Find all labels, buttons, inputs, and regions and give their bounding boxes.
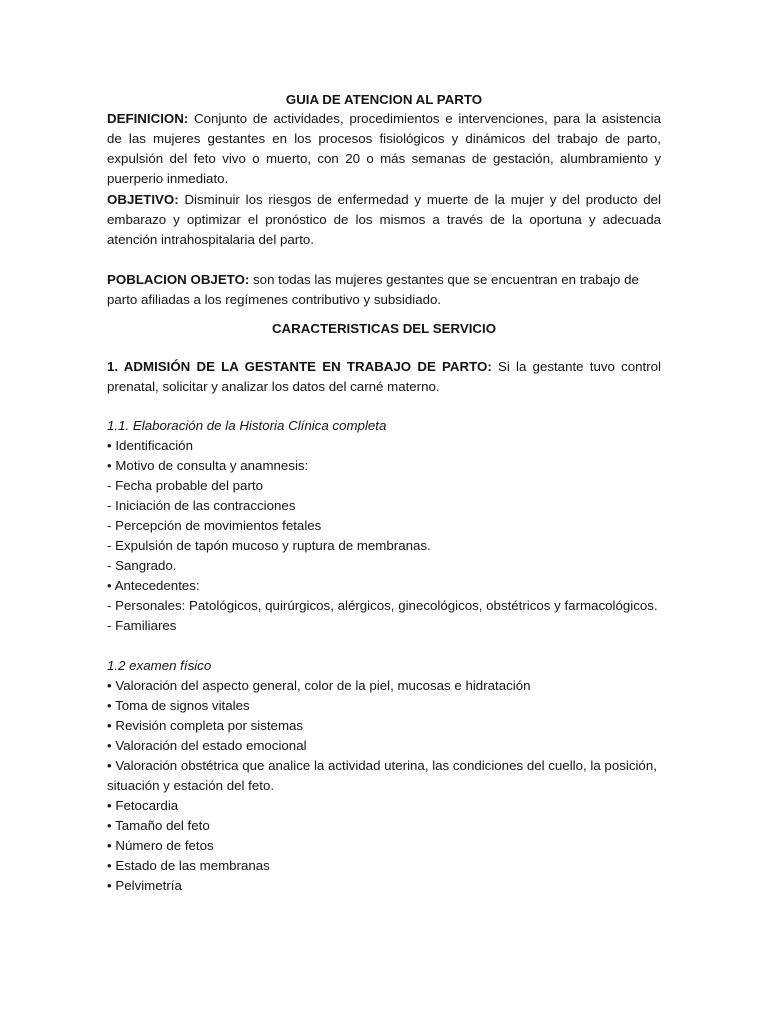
list-item: • Revisión completa por sistemas	[107, 718, 304, 733]
list-item: - Iniciación de las contracciones	[107, 498, 296, 513]
list-item: - Expulsión de tapón mucoso y ruptura de membranas.	[107, 538, 431, 553]
poblacion-label: POBLACION OBJETO:	[107, 272, 250, 287]
list-item: • Número de fetos	[107, 838, 214, 853]
objetivo-label: OBJETIVO:	[107, 192, 179, 207]
admision-text: Si la gestante tuvo control prenatal, solicitar y analizar los datos del carné materno.	[107, 359, 662, 394]
list-item: - Familiares	[107, 618, 177, 633]
list-item: • Identificación	[107, 438, 193, 453]
poblacion-text: son todas las mujeres gestantes que se encuentran en trabajo de parto afiliadas a los regímenes contributivo y subsidiado.	[107, 272, 639, 307]
list-item: - Personales: Patológicos, quirúrgicos, alérgicos, ginecológicos, obstétricos y farmacológicos.	[107, 598, 658, 613]
list-item: - Fecha probable del parto	[107, 478, 263, 493]
list-item: • Valoración del estado emocional	[107, 738, 307, 753]
poblacion-paragraph	[107, 270, 661, 310]
list-item: - Percepción de movimientos fetales	[107, 518, 322, 533]
definicion-text: Conjunto de actividades, procedimientos e intervenciones, para la asistencia de las mujeres gestantes en los procesos fisiológicos y dinámicos del trabajo de parto, expulsión del feto vivo o muerto, con 20 o más semanas de gestación, alumbramiento y puerperio inmediato.	[107, 111, 661, 186]
list-item: • Antecedentes:	[107, 578, 200, 593]
admision-paragraph	[107, 357, 661, 397]
list-item: • Tamaño del feto	[107, 818, 210, 833]
definicion-label: DEFINICION:	[107, 111, 189, 126]
list-item: • Estado de las membranas	[107, 858, 270, 873]
list-item: • Motivo de consulta y anamnesis:	[107, 458, 309, 473]
admision-label: 1. ADMISIÓN DE LA GESTANTE EN TRABAJO DE PARTO:	[107, 359, 492, 374]
list-item: - Sangrado.	[107, 558, 177, 573]
list-item: • Valoración obstétrica que analice la actividad uterina, las condiciones del cuello, la posición,	[107, 758, 657, 773]
list-item: • Valoración del aspecto general, color de la piel, mucosas e hidratación	[107, 678, 531, 693]
definicion-paragraph	[107, 109, 661, 189]
examen-heading: 1.2 examen físico	[107, 658, 212, 673]
list-item: • Toma de signos vitales	[107, 698, 250, 713]
list-item: • Pelvimetría	[107, 878, 182, 893]
list-item: situación y estación del feto.	[107, 778, 275, 793]
historia-heading: 1.1. Elaboración de la Historia Clínica completa	[107, 418, 387, 433]
document-title: GUIA DE ATENCION AL PARTO	[285, 92, 483, 107]
objetivo-text: Disminuir los riesgos de enfermedad y muerte de la mujer y del producto del embarazo y optimizar el pronóstico de los mismos a través de la oportuna y adecuada atención intrahospitalaria del parto.	[107, 192, 661, 247]
list-item: • Fetocardia	[107, 798, 179, 813]
objetivo-paragraph	[107, 190, 661, 250]
section-title: CARACTERISTICAS DEL SERVICIO	[271, 321, 497, 336]
